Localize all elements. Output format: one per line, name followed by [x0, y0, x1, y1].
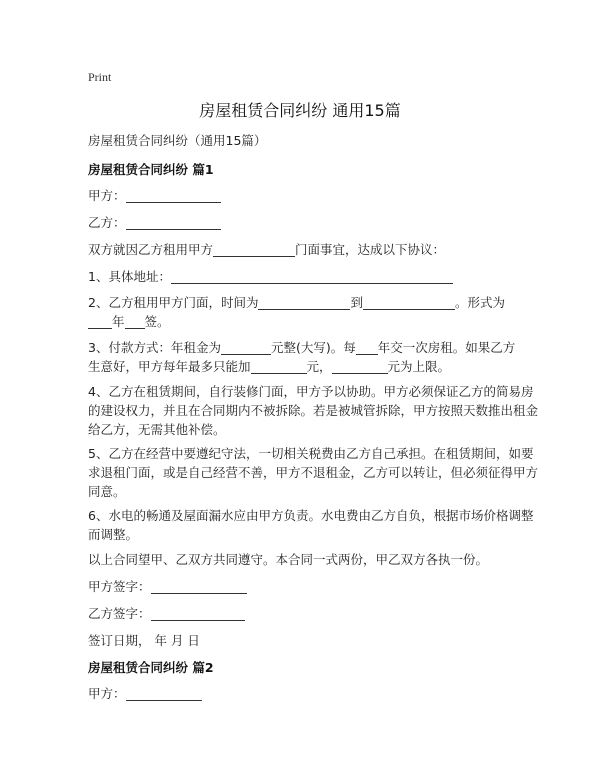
document-subtitle: 房屋租赁合同纠纷（通用15篇） [88, 133, 267, 148]
clause-2-text-e: 签。 [144, 314, 170, 329]
clause-3-text-f: 元为上限。 [387, 359, 451, 374]
upper-limit-blank [332, 359, 388, 374]
clause-2-line-2 [88, 312, 170, 332]
clause-1-label: 1、具体地址： [88, 269, 171, 284]
max-increase-blank [251, 359, 307, 374]
clause-1 [88, 267, 453, 287]
section-heading-1: 房屋租赁合同纠纷 篇1 [88, 162, 214, 177]
sign-date: 签订日期， 年 月 日 [88, 633, 200, 648]
party-b-blank [126, 215, 221, 230]
clause-4-line-3: 给乙方，无需其他补偿。 [88, 422, 226, 437]
clause-2-text-c: 。形式为 [454, 295, 505, 310]
party-a-line [88, 186, 221, 206]
end-date-blank [363, 295, 455, 310]
party-a2-blank [126, 686, 202, 701]
clause-4-line-1: 4、乙方在租赁期间，自行装修门面，甲方予以协助。甲方必须保证乙方的简易房 [88, 384, 534, 399]
party-a-blank [126, 188, 221, 203]
party-a-label: 甲方： [88, 188, 126, 203]
sign-b-blank [151, 606, 245, 621]
clause-2-text-b: 到 [350, 295, 363, 310]
section-heading-2: 房屋租赁合同纠纷 篇2 [88, 660, 214, 675]
sign-b-label: 乙方签字： [88, 606, 151, 621]
intro-text-b: 门面事宜，达成以下协议： [295, 242, 446, 257]
document-title: 房屋租赁合同纠纷 通用15篇 [199, 101, 401, 120]
sign-b-line [88, 604, 245, 624]
address-blank [171, 269, 453, 284]
clause-3-text-d: 生意好，甲方每年最多只能加 [88, 359, 251, 374]
clause-2-text-a: 2、乙方租用甲方门面，时间为 [88, 295, 259, 310]
print-label[interactable]: Print [88, 70, 112, 84]
clause-5-line-2: 求退租门面，或是自己经营不善，甲方不退租金，乙方可以转让，但必须征得甲方 [88, 465, 539, 480]
clause-3-line-1 [88, 338, 515, 358]
annual-rent-blank [221, 340, 271, 355]
party-b-label: 乙方： [88, 215, 126, 230]
intro-blank [213, 242, 295, 257]
party-a2-line [88, 684, 202, 704]
clause-3-text-e: 元， [306, 359, 332, 374]
sign-a-line [88, 577, 247, 597]
closing-text: 以上合同望甲、乙双方共同遵守。本合同一式两份，甲乙双方各执一份。 [88, 552, 489, 567]
start-date-blank [258, 295, 350, 310]
term-years-blank [88, 314, 112, 329]
clause-3-text-a: 3、付款方式：年租金为 [88, 340, 221, 355]
pay-interval-blank [356, 340, 378, 355]
clause-6-line-1: 6、水电的畅通及屋面漏水应由甲方负责。水电费由乙方自负，根据市场价格调整 [88, 508, 534, 523]
clause-5-line-1: 5、乙方在经营中要遵纪守法，一切相关税费由乙方自己承担。在租赁期间，如要 [88, 446, 534, 461]
clause-5-line-3: 同意。 [88, 484, 126, 499]
sign-a-blank [151, 579, 247, 594]
party-a2-label: 甲方： [88, 686, 126, 701]
party-b-line [88, 213, 221, 233]
intro-text-a: 双方就因乙方租用甲方 [88, 242, 214, 257]
clause-4-line-2: 的建设权力，并且在合同期内不被拆除。若是被城管拆除，甲方按照天数推出租金 [88, 403, 539, 418]
sign-a-label: 甲方签字： [88, 579, 151, 594]
clause-2-text-d: 年 [112, 314, 125, 329]
clause-3-line-2 [88, 357, 450, 377]
clause-3-text-b: 元整(大写)。每 [270, 340, 356, 355]
clause-3-text-c: 年交一次房租。如果乙方 [377, 340, 516, 355]
intro-line [88, 240, 445, 260]
term-sign-blank [125, 314, 145, 329]
clause-6-line-2: 而调整。 [88, 527, 139, 542]
clause-2-line-1 [88, 293, 505, 313]
